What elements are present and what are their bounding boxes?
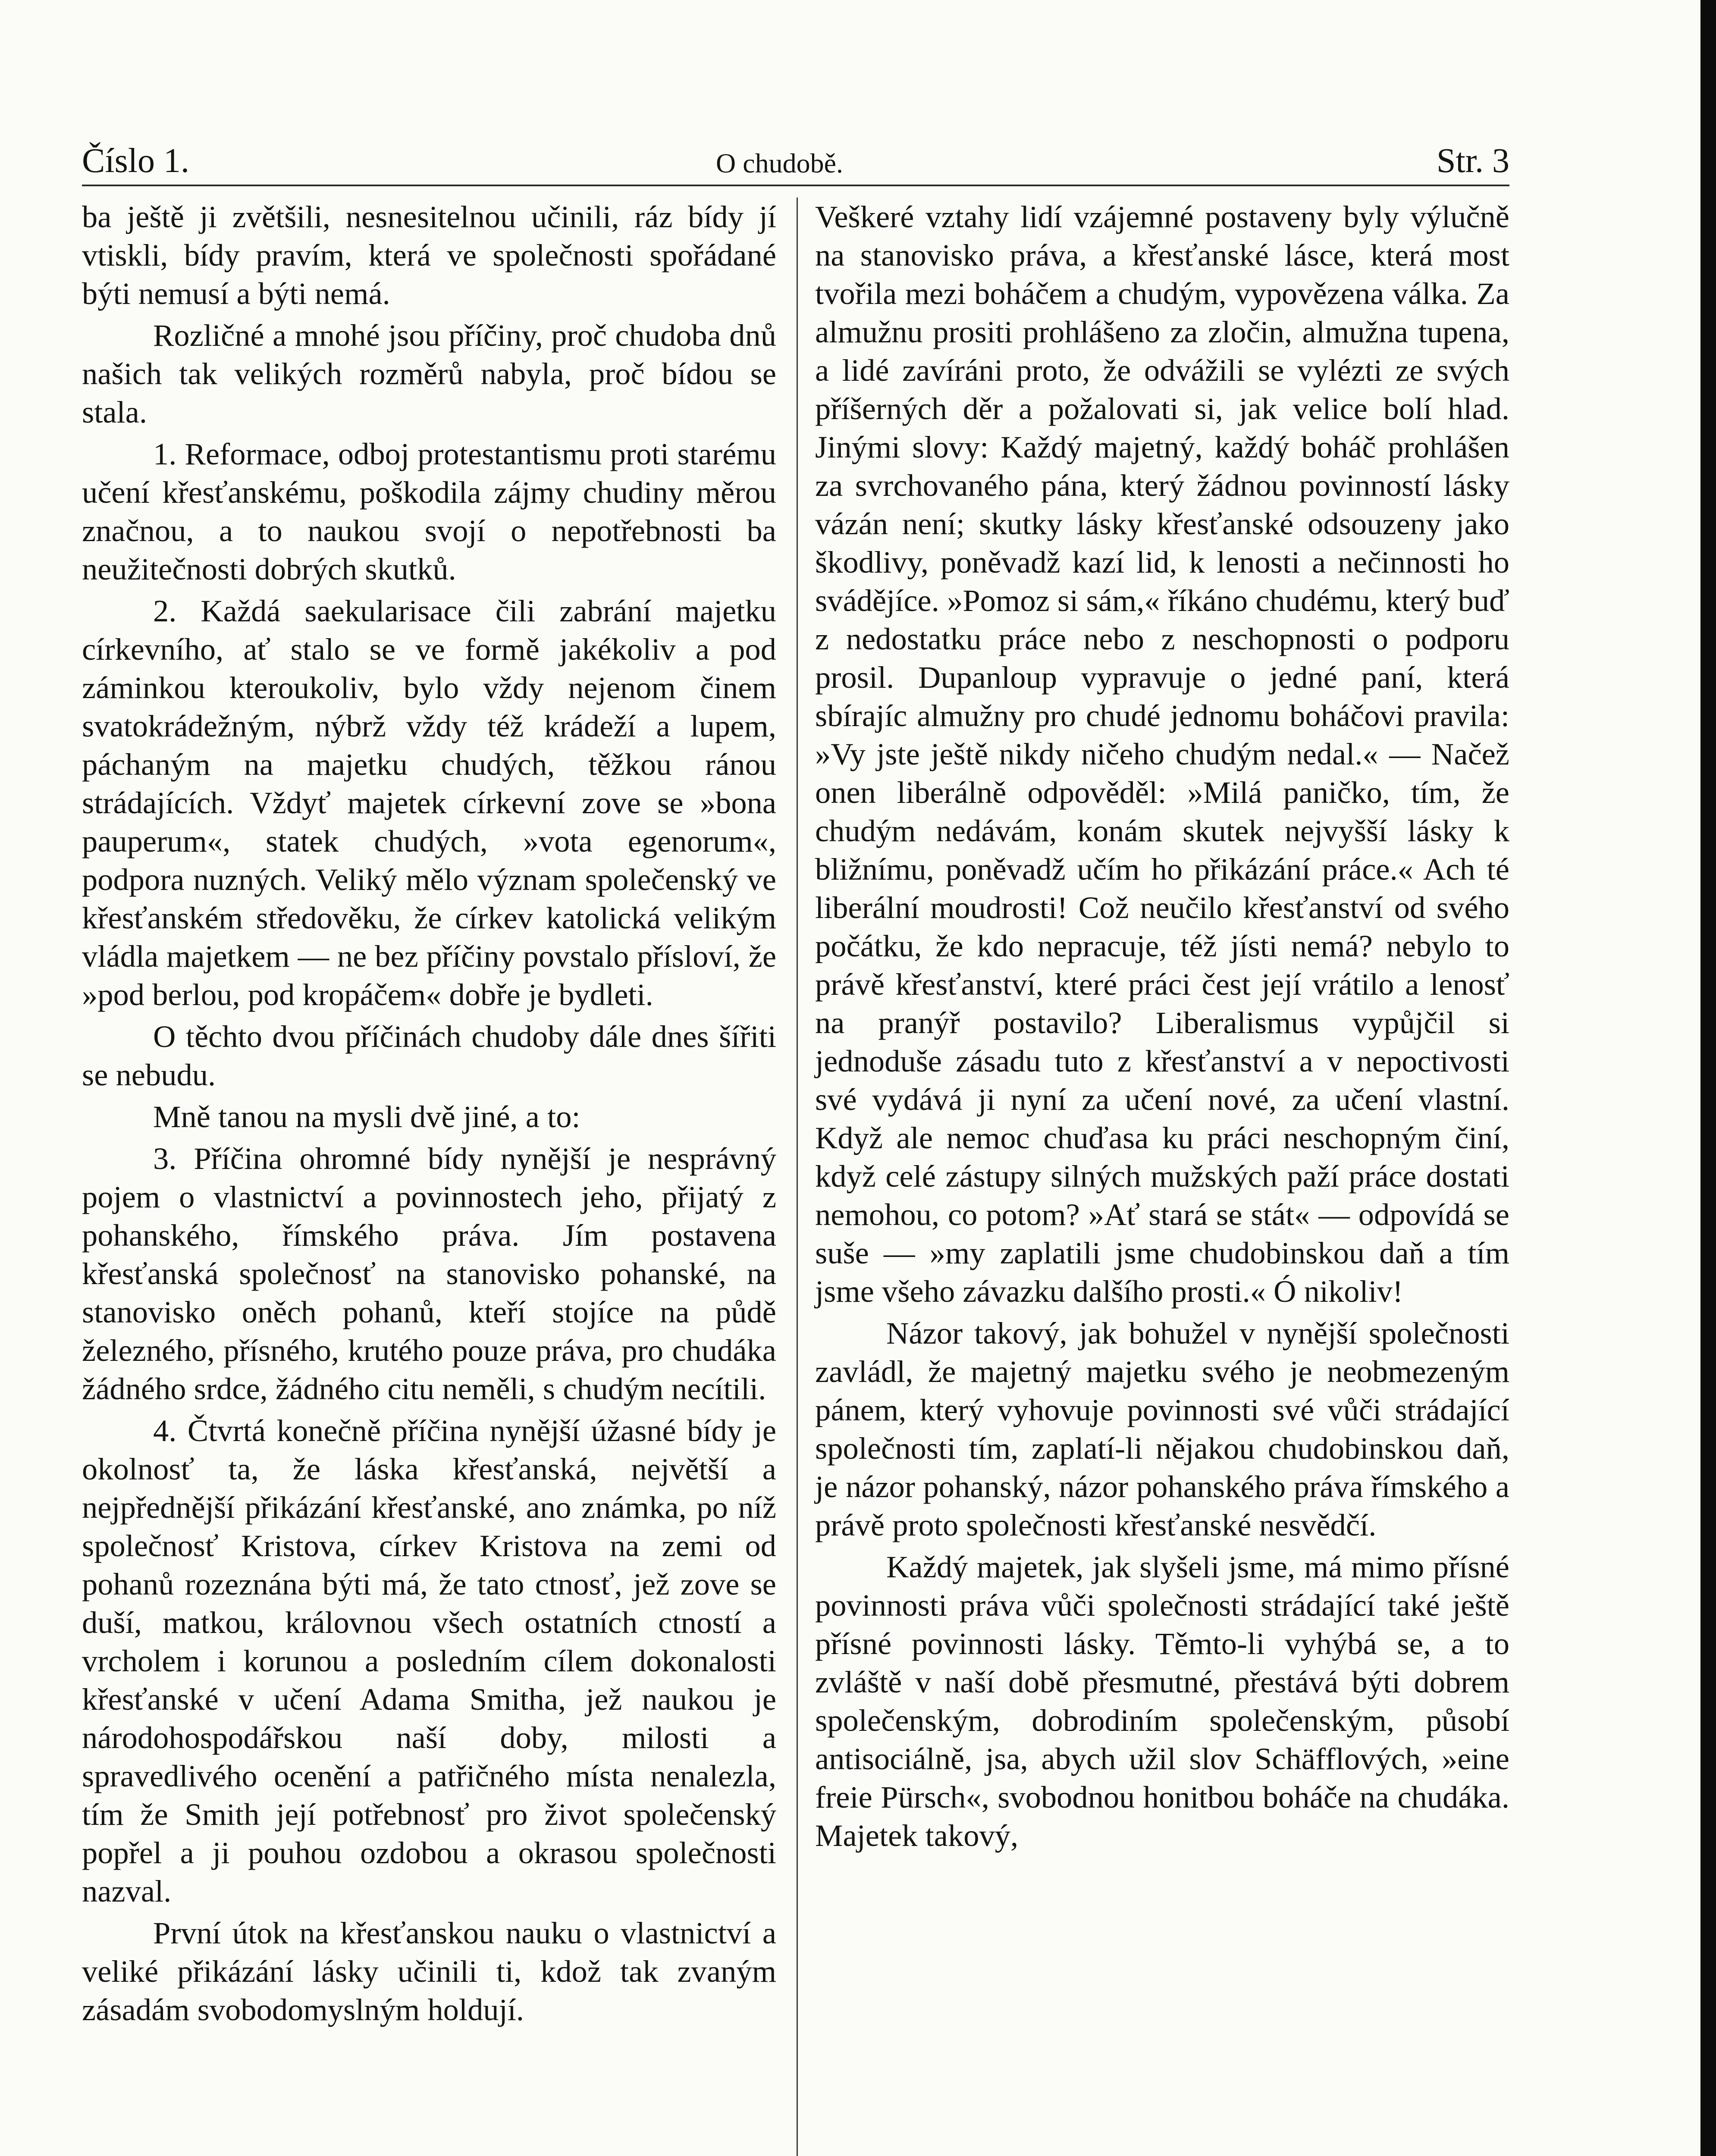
paragraph: 4. Čtvrtá konečně příčina nynější úžasné bídy je okolnosť ta, že láska křesťanská, největší a nejpřednější přikázání křesťanské, ano známka, po níž společnosť Kristova, církev Kristova na zemi od pohanů rozeznána býti má, že tato ctnosť, jež zove se duší, matkou, královnou všech ostatních ctností a vrcholem i korunou a posledním cílem dokonalosti křesťanské v učení Adama Smitha, jež naukou je národohospodářskou naší doby, milosti a spravedlivého ocenění a patřičného místa nenalezla, tím že Smith její potřebnosť pro život společenský popřel a ji pouhou ozdobou a okrasou společnosti nazval. bbox=[82, 1413, 776, 1908]
paragraph: Názor takový, jak bohužel v nynější společnosti zavládl, že majetný majetku svého je neobmezeným pánem, který vyhovuje povinnosti své vůči strádající společnosti tím, zaplatí-li nějakou chudobinskou daň, je názor pohanský, názor pohanského práva římského a právě proto společnosti křesťanské nesvědčí. bbox=[815, 1316, 1509, 1542]
newspaper-page bbox=[82, 137, 1509, 2156]
left-column bbox=[82, 197, 776, 2032]
page-number: Str. 3 bbox=[1437, 142, 1509, 180]
page-header bbox=[82, 137, 1509, 186]
column-divider bbox=[797, 197, 798, 2156]
paragraph: 2. Každá saekularisace čili zabrání majetku církevního, ať stalo se ve formě jakékoliv a pod záminkou kteroukoliv, bylo vždy nejenom činem svatokrádežným, nýbrž vždy též krádeží a lupem, páchaným na majetku chudých, těžkou ránou strádajících. Vždyť majetek církevní zove se »bona pauperum«, statek chudých, »vota egenorum«, podpora nuzných. Veliký mělo význam společenský ve křesťanském středověku, že církev katolická velikým vládla majetkem — ne bez příčiny povstalo přísloví, že »pod berlou, pod kropáčem« dobře je bydleti. bbox=[82, 593, 776, 1012]
article-running-title: O chudobě. bbox=[716, 148, 844, 179]
article-body bbox=[82, 197, 1509, 2156]
paragraph: Každý majetek, jak slyšeli jsme, má mimo přísné povinnosti práva vůči společnosti strádající také ještě přísné povinnosti lásky. Těmto-li vyhýbá se, a to zvláště v naší době přesmutné, přestává býti dobrem společenským, dobrodiním společenským, působí antisociálně, jsa, abych užil slov Schäfflových, »eine freie Pürsch«, svobodnou honitbou boháče na chudáka. Majetek takový, bbox=[815, 1549, 1509, 1853]
scan-edge-shadow bbox=[1700, 0, 1716, 2156]
paragraph: První útok na křesťanskou nauku o vlastnictví a veliké přikázání lásky učinili ti, kdož tak zvaným zásadám svobodomyslným holdují. bbox=[82, 1915, 776, 2027]
issue-number: Číslo 1. bbox=[82, 142, 189, 180]
paragraph: 3. Příčina ohromné bídy nynější je nesprávný pojem o vlastnictví a povinnostech jeho, přijatý z pohanského, římského práva. Jím postavena křesťanská společnosť na stanovisko pohanské, na stanovisko oněch pohanů, kteří stojíce na půdě železného, přísného, krutého pouze práva, pro chudáka žádného srdce, žádného citu neměli, s chudým necítili. bbox=[82, 1141, 776, 1406]
paragraph: O těchto dvou příčinách chudoby dále dnes šířiti se nebudu. bbox=[82, 1019, 776, 1092]
paragraph: Mně tanou na mysli dvě jiné, a to: bbox=[153, 1099, 580, 1134]
paragraph: ba ještě ji zvětšili, nesnesitelnou učinili, ráz bídy jí vtiskli, bídy pravím, která ve společnosti spořádané býti nemusí a býti nemá. bbox=[82, 199, 776, 311]
right-column bbox=[815, 197, 1509, 1858]
paragraph: Veškeré vztahy lidí vzájemné postaveny byly výlučně na stanovisko práva, a křesťanské lásce, která most tvořila mezi boháčem a chudým, vypovězena válka. Za almužnu prositi prohlášeno za zločin, almužna tupena, a lidé zavíráni proto, že odvážili se vylézti ze svých příšerných děr a požalovati si, jak velice bolí hlad. Jinými slovy: Každý majetný, každý boháč prohlášen za svrchovaného pána, který žádnou povinností lásky vázán není; skutky lásky křesťanské odsouzeny jako škodlivy, poněvadž kazí lid, k lenosti a nečinnosti ho svádějíce. »Pomoz si sám,« říkáno chudému, který buď z nedostatku práce nebo z neschopnosti o podporu prosil. Dupanloup vypravuje o jedné paní, která sbírajíc almužny pro chudé jednomu boháčovi pravila: »Vy jste ještě nikdy ničeho chudým nedal.« — Načež onen liberálně odpověděl: »Milá paničko, tím, že chudým nedávám, konám skutek nejvyšší lásky k bližnímu, poněvadž učím ho přikázání práce.« Ach té liberální moudrosti! Což neučilo křesťanství od svého počátku, že kdo nepracuje, též jísti nemá? nebylo to právě křesťanství, které práci čest její vrátilo a lenosť na pranýř postavilo? Liberalismus vypůjčil si jednoduše zásadu tuto z křesťanství a v nepoctivosti své vydává ji nyní za učení nové, za učení vlastní. Když ale nemoc chuďasa ku práci neschopným činí, když celé zástupy silných mužských paží práce dostati nemohou, co potom? »Ať stará se stát« — odpovídá se suše — »my zaplatili jsme chudobinskou daň a tím jsme všeho závazku dalšího prosti.« Ó nikoliv! bbox=[815, 199, 1509, 1309]
paragraph: 1. Reformace, odboj protestantismu proti starému učení křesťanskému, poškodila zájmy chudiny měrou značnou, a to naukou svojí o nepotřebnosti ba neužitečnosti dobrých skutků. bbox=[82, 436, 776, 586]
paragraph: Rozličné a mnohé jsou příčiny, proč chudoba dnů našich tak velikých rozměrů nabyla, proč bídou se stala. bbox=[82, 318, 776, 429]
